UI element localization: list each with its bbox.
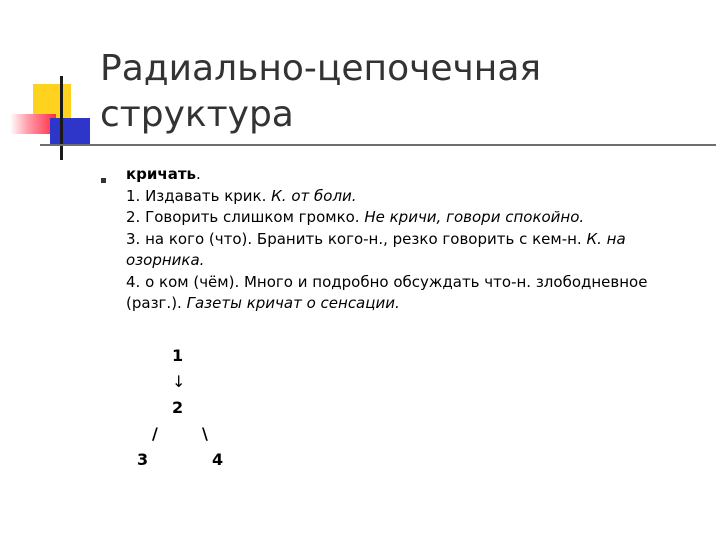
headword-suffix: . bbox=[196, 165, 201, 183]
sense-line bbox=[126, 293, 698, 315]
logo-vertical-line bbox=[60, 76, 63, 160]
down-arrow-icon: ↓ bbox=[172, 372, 186, 391]
sense-line bbox=[126, 250, 698, 272]
sense-line bbox=[126, 207, 698, 229]
diagram-node-4: 4 bbox=[212, 450, 224, 469]
dictionary-entry bbox=[126, 164, 698, 315]
sense-example: Не кричи, говори спокойно. bbox=[364, 208, 585, 226]
title-underline-divider bbox=[40, 144, 716, 146]
bullet-marker bbox=[101, 178, 106, 183]
headword: кричать bbox=[126, 165, 197, 183]
diagram-left-branch: / bbox=[152, 424, 158, 443]
diagram-node-2: 2 bbox=[172, 398, 184, 417]
sense-line bbox=[126, 272, 698, 294]
sense-text: 1. Издавать крик. bbox=[126, 186, 272, 205]
sense-line bbox=[126, 229, 698, 251]
sense-text: (разг.). bbox=[126, 294, 187, 312]
slide-title-line-2: структура bbox=[100, 94, 294, 135]
sense-text: 4. о ком (чём). Много и подробно обсуждать что-н. злободневное bbox=[126, 272, 648, 291]
diagram-node-3: 3 bbox=[137, 450, 149, 469]
sense-text: 3. на кого (что). Бранить кого-н., резко говорить с кем-н. bbox=[126, 229, 587, 248]
sense-example: К. от боли. bbox=[271, 186, 357, 205]
sense-example: озорника. bbox=[126, 251, 205, 269]
sense-example: К. на bbox=[586, 229, 626, 248]
sense-example: Газеты кричат о сенсации. bbox=[186, 294, 400, 312]
sense-text: 2. Говорить слишком громко. bbox=[126, 208, 365, 226]
headword-line bbox=[126, 164, 698, 186]
logo-blue-square bbox=[50, 118, 90, 144]
slide-title bbox=[100, 46, 541, 138]
diagram-right-branch: \ bbox=[202, 424, 208, 443]
slide-title-line-1: Радиально-цепочечная bbox=[100, 48, 542, 89]
diagram-node-1: 1 bbox=[172, 346, 184, 365]
sense-line bbox=[126, 186, 698, 208]
